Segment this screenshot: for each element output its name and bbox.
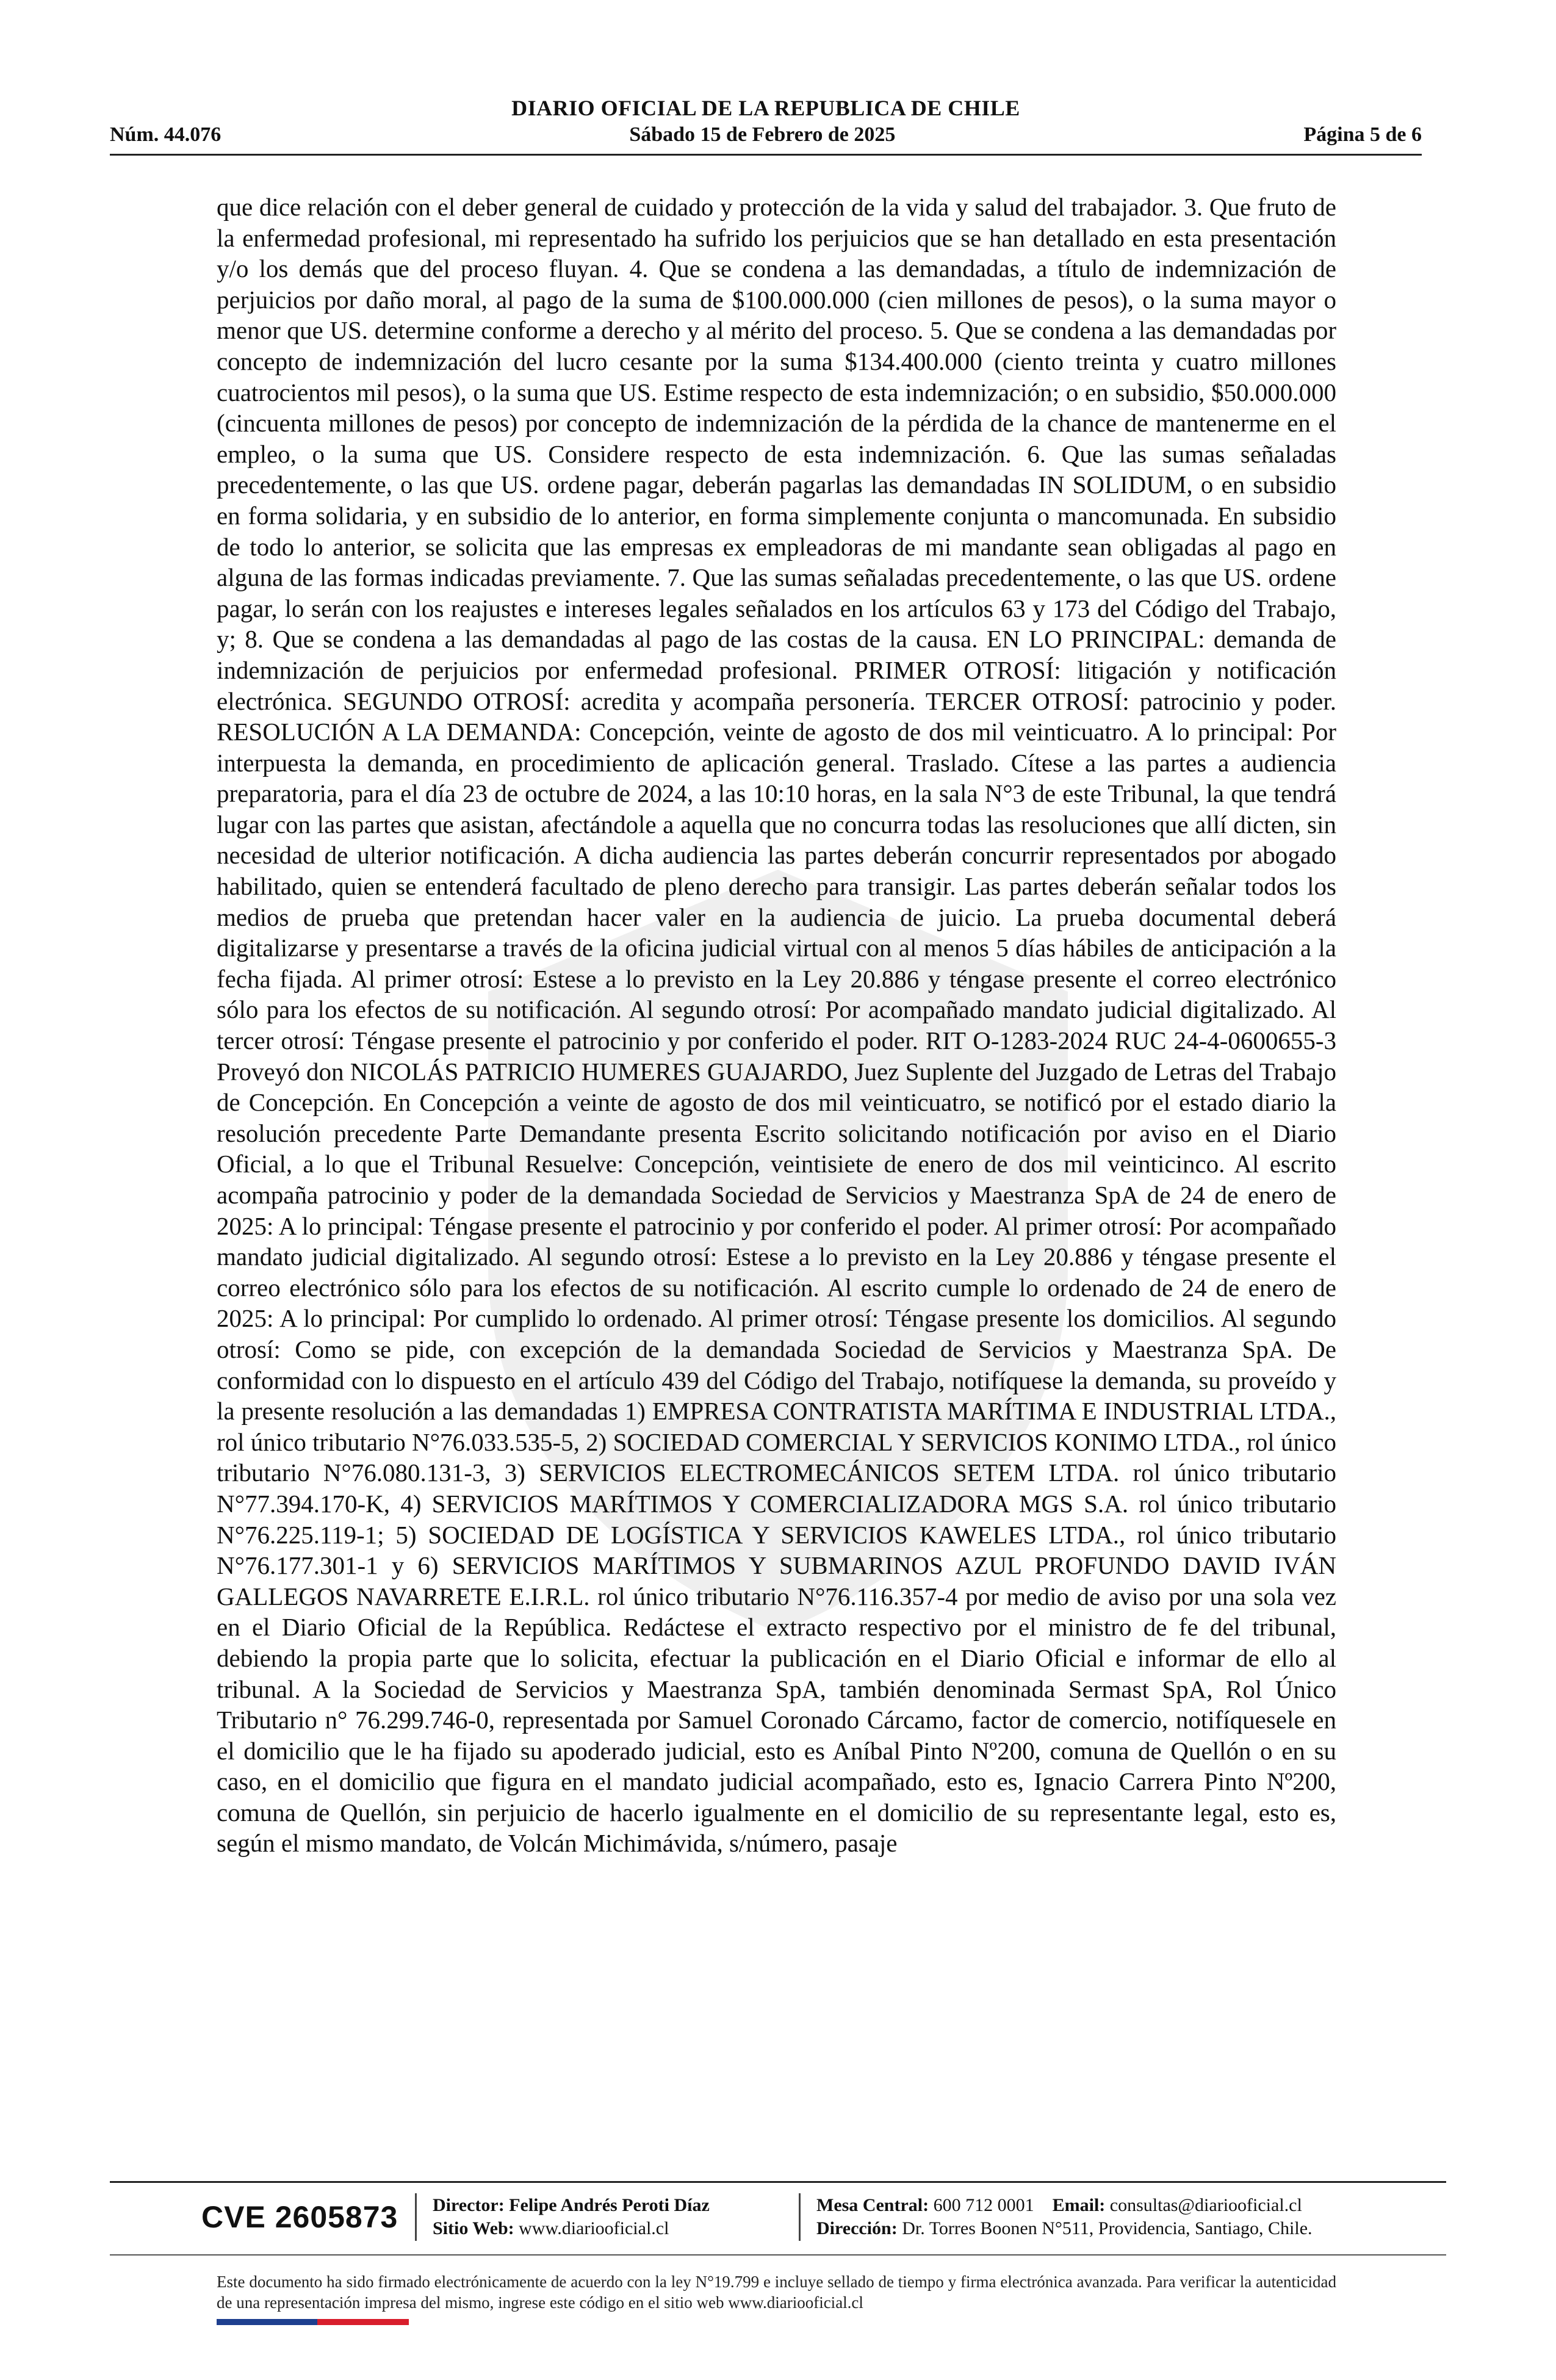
publication-title: DIARIO OFICIAL DE LA REPUBLICA DE CHILE bbox=[511, 96, 1020, 120]
issue-date: Sábado 15 de Febrero de 2025 bbox=[629, 123, 896, 146]
footer-mid-divider bbox=[110, 2254, 1446, 2256]
issue-number: Núm. 44.076 bbox=[110, 123, 222, 146]
footer-top-divider bbox=[110, 2181, 1446, 2183]
footer-separator bbox=[415, 2193, 417, 2241]
header-divider bbox=[110, 154, 1422, 156]
email-label: Email: bbox=[1052, 2195, 1106, 2215]
page-number: Página 5 de 6 bbox=[1303, 123, 1422, 146]
phone-value: 600 712 0001 bbox=[933, 2195, 1034, 2215]
website-link[interactable]: www.diariooficial.cl bbox=[519, 2218, 669, 2238]
phone-label: Mesa Central: bbox=[816, 2195, 929, 2215]
footer-contact-column bbox=[816, 2194, 1313, 2240]
flag-blue-segment bbox=[217, 2319, 317, 2325]
footer-director-column bbox=[433, 2194, 787, 2240]
article-body: que dice relación con el deber general de cuidado y protección de la vida y salud del trabajador. 3. Que fruto de la enfermedad profesional, mi representado ha sufrido los perjuicios que se han detallado en esta presentación y/o los demás que del proceso fluyan. 4. Que se condena a las demandadas, a título de indemnización de perjuicios por daño moral, al pago de la suma de $100.000.000 (cien millones de pesos), o la suma mayor o menor que US. determine conforme a derecho y al mérito del proceso. 5. Que se condena a las demandadas por concepto de indemnización del lucro cesante por la suma $134.400.000 (ciento treinta y cuatro millones cuatrocientos mil pesos), o la suma que US. Estime respecto de esta indemnización; o en subsidio, $50.000.000 (cincuenta millones de pesos) por concepto de indemnización de la pérdida de la chance de mantenerme en el empleo, o la suma que US. Considere respecto de esta indemnización. 6. Que las sumas señaladas precedentemente, o las que US. ordene pagar, deberán pagarlas las demandadas IN SOLIDUM, o en subsidio en forma solidaria, y en subsidio de lo anterior, en forma simplemente conjunta o mancomunada. En subsidio de todo lo anterior, se solicita que las empresas ex empleadoras de mi mandante sean obligadas al pago en alguna de las formas indicadas previamente. 7. Que las sumas señaladas precedentemente, o las que US. ordene pagar, lo serán con los reajustes e intereses legales señalados en los artículos 63 y 173 del Código del Trabajo, y; 8. Que se condena a las demandadas al pago de las costas de la causa. EN LO PRINCIPAL: demanda de indemnización de perjuicios por enfermedad profesional. PRIMER OTROSÍ: litigación y notificación electrónica. SEGUNDO OTROSÍ: acredita y acompaña personería. TERCER OTROSÍ: patrocinio y poder. RESOLUCIÓN A LA DEMANDA: Concepción, veinte de agosto de dos mil veinticuatro. A lo principal: Por interpuesta la demanda, en procedimiento de aplicación general. Traslado. Cítese a las partes a audiencia preparatoria, para el día 23 de octubre de 2024, a las 10:10 horas, en la sala N°3 de este Tribunal, la que tendrá lugar con las partes que asistan, afectándole a aquella que no concurra todas las resoluciones que allí dicten, sin necesidad de ulterior notificación. A dicha audiencia las partes deberán concurrir representados por abogado habilitado, quien se entenderá facultado de pleno derecho para transigir. Las partes deberán señalar todos los medios de prueba que pretendan hacer valer en la audiencia de juicio. La prueba documental deberá digitalizarse y presentarse a través de la oficina judicial virtual con al menos 5 días hábiles de anticipación a la fecha fijada. Al primer otrosí: Estese a lo previsto en la Ley 20.886 y téngase presente el correo electrónico sólo para los efectos de su notificación. Al segundo otrosí: Por acompañado mandato judicial digitalizado. Al tercer otrosí: Téngase presente el patrocinio y por conferido el poder. RIT O-1283-2024 RUC 24-4-0600655-3 Proveyó don NICOLÁS PATRICIO HUMERES GUAJARDO, Juez Suplente del Juzgado de Letras del Trabajo de Concepción. En Concepción a veinte de agosto de dos mil veinticuatro, se notificó por el estado diario la resolución precedente Parte Demandante presenta Escrito solicitando notificación por aviso en el Diario Oficial, a lo que el Tribunal Resuelve: Concepción, veintisiete de enero de dos mil veinticinco. Al escrito acompaña patrocinio y poder de la demandada Sociedad de Servicios y Maestranza SpA de 24 de enero de 2025: A lo principal: Téngase presente el patrocinio y por conferido el poder. Al primer otrosí: Por acompañado mandato judicial digitalizado. Al segundo otrosí: Estese a lo previsto en la Ley 20.886 y téngase presente el correo electrónico sólo para los efectos de su notificación. Al escrito cumple lo ordenado de 24 de enero de 2025: A lo principal: Por cumplido lo ordenado. Al primer otrosí: Téngase presente los domicilios. Al segundo otrosí: Como se pide, con excepción de la demandada Sociedad de Servicios y Maestranza SpA. De conformidad con lo dispuesto en el artículo 439 del Código del Trabajo, notifíquese la demanda, su proveído y la presente resolución a las demandadas 1) EMPRESA CONTRATISTA MARÍTIMA E INDUSTRIAL LTDA., rol único tributario N°76.033.535-5, 2) SOCIEDAD COMERCIAL Y SERVICIOS KONIMO LTDA., rol único tributario N°76.080.131-3, 3) SERVICIOS ELECTROMECÁNICOS SETEM LTDA. rol único tributario N°77.394.170-K, 4) SERVICIOS MARÍTIMOS Y COMERCIALIZADORA MGS S.A. rol único tributario N°76.225.119-1; 5) SOCIEDAD DE LOGÍSTICA Y SERVICIOS KAWELES LTDA., rol único tributario N°76.177.301-1 y 6) SERVICIOS MARÍTIMOS Y SUBMARINOS AZUL PROFUNDO DAVID IVÁN GALLEGOS NAVARRETE E.I.R.L. rol único tributario N°76.116.357-4 por medio de aviso por una sola vez en el Diario Oficial de la República. Redáctese el extracto respectivo por el ministro de fe del tribunal, debiendo la propia parte que lo solicita, efectuar la publicación en el Diario Oficial e informar de ello al tribunal. A la Sociedad de Servicios y Maestranza SpA, también denominada Sermast SpA, Rol Único Tributario n° 76.299.746-0, representada por Samuel Coronado Cárcamo, factor de comercio, notifíquesele en el domicilio que le ha fijado su apoderado judicial, esto es Aníbal Pinto Nº200, comuna de Quellón o en su caso, en el domicilio que figura en el mandato judicial acompañado, esto es, Ignacio Carrera Pinto Nº200, comuna de Quellón, sin perjuicio de hacerlo igualmente en el domicilio de su representante legal, esto es, según el mismo mandato, de Volcán Michimávida, s/número, pasaje bbox=[217, 193, 1336, 1858]
email-link[interactable]: consultas@diariooficial.cl bbox=[1109, 2195, 1302, 2215]
footer-info bbox=[201, 2190, 1361, 2245]
cve-code: CVE 2605873 bbox=[201, 2200, 398, 2234]
header-meta-row bbox=[110, 123, 1422, 146]
address-value: Dr. Torres Boonen N°511, Providencia, Santiago, Chile. bbox=[902, 2218, 1313, 2238]
address-label: Dirección: bbox=[816, 2218, 898, 2238]
legal-notice: Este documento ha sido firmado electrónicamente de acuerdo con la ley N°19.799 e incluye sellado de tiempo y firma electrónica avanzada. Para verificar la autenticidad de una representación impresa del mismo, ingrese este código en el sitio web www.diariooficial.cl bbox=[217, 2273, 1336, 2312]
director-name: Felipe Andrés Peroti Díaz bbox=[509, 2195, 710, 2215]
flag-stripe bbox=[217, 2319, 409, 2325]
footer-separator bbox=[799, 2193, 801, 2241]
flag-red-segment bbox=[317, 2319, 409, 2325]
website-label: Sitio Web: bbox=[433, 2218, 514, 2238]
director-label: Director: bbox=[433, 2195, 505, 2215]
page-header bbox=[110, 92, 1422, 159]
